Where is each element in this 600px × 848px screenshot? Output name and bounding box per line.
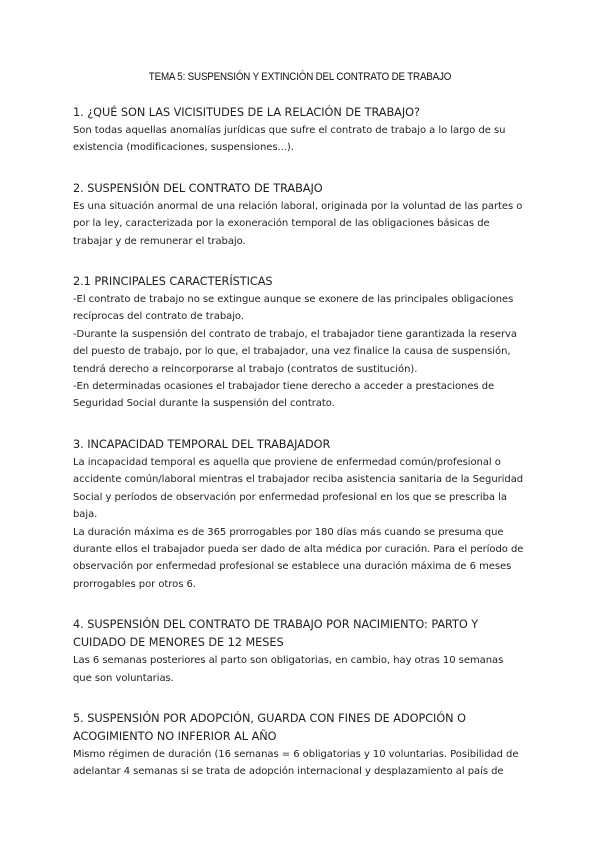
section-paragraph: La incapacidad temporal es aquella que proviene de enfermedad común/profesional o accidente común/laboral mientras el trabajador reciba asistencia sanitaria de la Seguridad Social y períodos de observación por enfermedad profesional en los que se prescriba la baja. [73,456,524,521]
document-body [73,104,525,804]
section-paragraph: -En determinadas ocasiones el trabajador tiene derecho a acceder a prestaciones de Seguridad Social durante la suspensión del contrato. [73,381,495,410]
section-paragraph: La duración máxima es de 365 prorrogables por 180 días más cuando se presuma que durante ellos el trabajador pueda ser dado de alta médica por curación. Para el período de observación por enfermedad profesional se establece una duración máxima de 6 meses prorrogables por otros 6. [73,526,524,590]
section-nacimiento [73,616,525,687]
section-heading: 4. SUSPENSIÓN DEL CONTRATO DE TRABAJO POR NACIMIENTO: PARTO Y CUIDADO DE MENORES DE 12 MESES [73,618,479,650]
section-heading: 2. SUSPENSIÓN DEL CONTRATO DE TRABAJO [73,181,323,195]
section-paragraph: -Durante la suspensión del contrato de trabajo, el trabajador tiene garantizada la reserva del puesto de trabajo, por lo que, el trabajador, una vez finalice la causa de suspensión, tendrá derecho a reincorporarse al trabajo (contratos de sustitución). [73,328,517,375]
section-vicisitudes [73,104,525,157]
section-heading: 2.1 PRINCIPALES CARACTERÍSTICAS [73,275,273,289]
section-caracteristicas [73,273,525,413]
section-paragraph: Las 6 semanas posteriores al parto son obligatorias, en cambio, hay otras 10 semanas que son voluntarias. [73,655,504,684]
section-paragraph: -El contrato de trabajo no se extingue aunque se exonere de las principales obligaciones recíprocas del contrato de trabajo. [73,294,514,323]
section-paragraph: Es una situación anormal de una relación laboral, originada por la voluntad de las partes o por la ley, caracterizada por la exoneración temporal de las obligaciones básicas de trabajar y de remunerar el trabajo. [73,200,523,247]
section-incapacidad [73,436,525,593]
section-heading: 3. INCAPACIDAD TEMPORAL DEL TRABAJADOR [73,437,331,451]
section-adopcion [73,710,525,781]
section-paragraph: Mismo régimen de duración (16 semanas = 6 obligatorias y 10 voluntarias. Posibilidad de adelantar 4 semanas si se trata de adopción internacional y desplazamiento al país de [73,748,519,778]
section-heading: 5. SUSPENSIÓN POR ADOPCIÓN, GUARDA CON FINES DE ADOPCIÓN O ACOGIMIENTO NO INFERIOR AL AÑO [73,711,466,743]
section-heading: 1. ¿QUÉ SON LAS VICISITUDES DE LA RELACIÓN DE TRABAJO? [73,106,420,119]
document-title: TEMA 5: SUSPENSIÓN Y EXTINCIÓN DEL CONTRATO DE TRABAJO [148,71,452,83]
section-suspension [73,180,525,250]
section-paragraph: Son todas aquellas anomalías jurídicas que sufre el contrato de trabajo a lo largo de su existencia (modificaciones, suspensiones...). [73,125,506,154]
